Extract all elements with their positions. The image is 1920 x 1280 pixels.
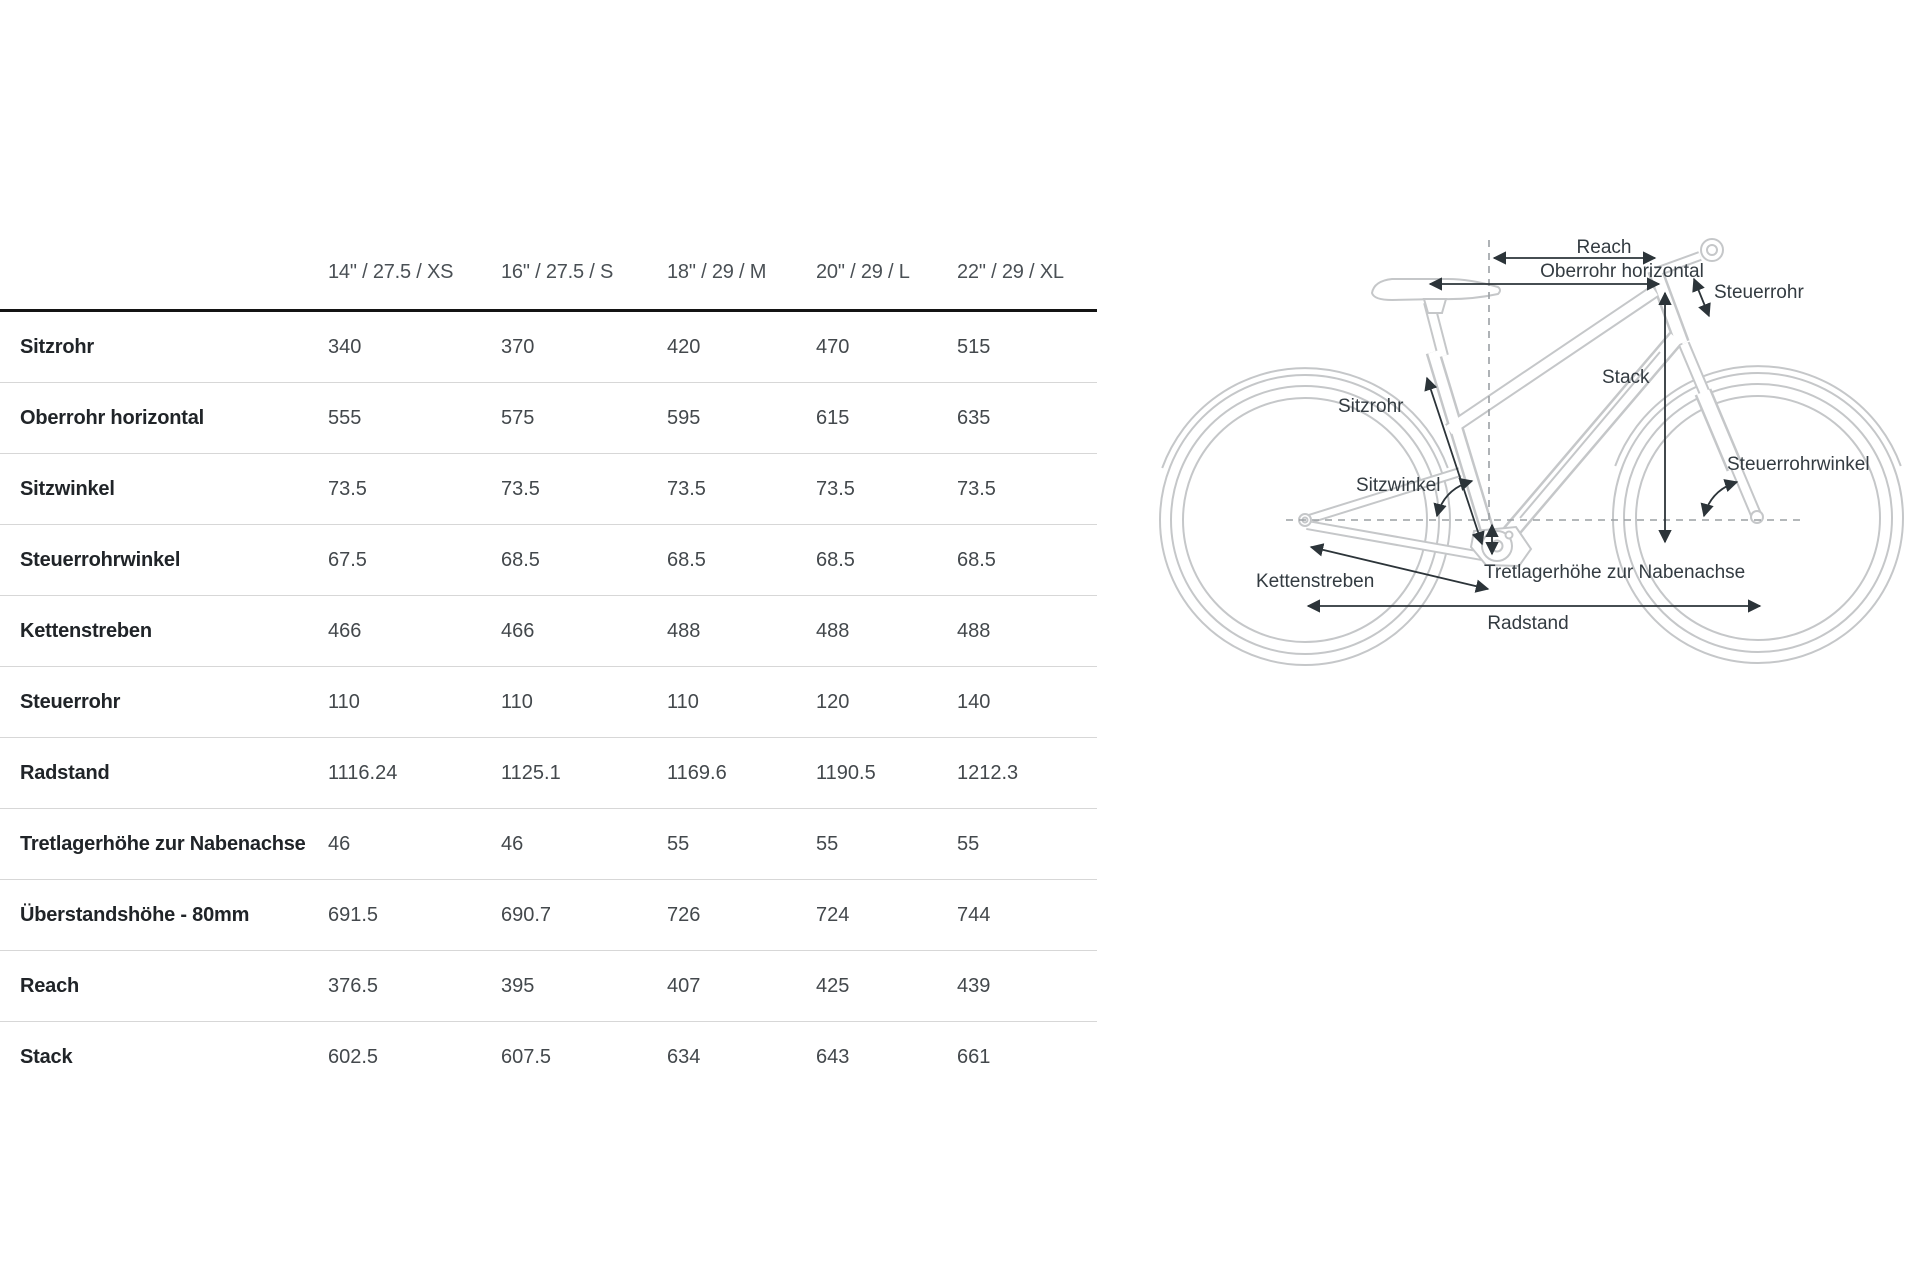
geometry-value: 110 [328, 690, 360, 713]
table-row [0, 596, 1097, 667]
geometry-value: 635 [957, 406, 991, 429]
row-label: Tretlagerhöhe zur Nabenachse [20, 832, 306, 855]
geometry-value: 46 [501, 832, 524, 855]
empty-header-cell [0, 236, 328, 311]
geometry-table [0, 236, 1097, 1092]
geometry-value: 643 [816, 1045, 850, 1068]
steuerrohr-label: Steuerrohr [1714, 282, 1804, 303]
geometry-value: 555 [328, 406, 362, 429]
table-row [0, 667, 1097, 738]
geometry-value: 46 [328, 832, 351, 855]
geometry-value: 110 [501, 690, 533, 713]
dimension-arrows [1308, 258, 1760, 606]
geometry-value: 73.5 [816, 477, 855, 500]
row-label: Überstandshöhe - 80mm [20, 903, 250, 926]
geometry-value: 340 [328, 335, 362, 358]
geometry-value: 420 [667, 335, 701, 358]
geometry-value: 466 [501, 619, 535, 642]
size-header: 18" / 29 / M [667, 261, 767, 283]
handlebar-grip [1701, 239, 1723, 261]
table-row [0, 525, 1097, 596]
table-row [0, 1022, 1097, 1093]
geometry-value: 73.5 [328, 477, 367, 500]
table-row [0, 738, 1097, 809]
geometry-value: 661 [957, 1045, 991, 1068]
stack-label: Stack [1602, 367, 1650, 388]
reach-label: Reach [1576, 237, 1632, 258]
geometry-value: 1190.5 [816, 761, 876, 784]
geometry-value: 120 [816, 690, 850, 713]
geometry-value: 634 [667, 1045, 701, 1068]
radstand-label: Radstand [1487, 613, 1569, 634]
geometry-value: 691.5 [328, 903, 379, 926]
geometry-value: 407 [667, 974, 701, 997]
row-label: Reach [20, 974, 80, 997]
size-header: 14" / 27.5 / XS [328, 261, 454, 283]
geometry-value: 488 [667, 619, 701, 642]
geometry-value: 1212.3 [957, 761, 1019, 784]
geometry-value: 376.5 [328, 974, 379, 997]
table-row [0, 809, 1097, 880]
sitzwinkel-label: Sitzwinkel [1356, 475, 1441, 496]
front-fender [1615, 366, 1901, 466]
row-label: Sitzwinkel [20, 477, 115, 500]
geometry-table-body [0, 311, 1097, 1093]
geometry-value: 140 [957, 690, 991, 713]
geometry-value: 68.5 [816, 548, 855, 571]
sitzrohr-label: Sitzrohr [1338, 396, 1404, 417]
row-label: Steuerrohrwinkel [20, 548, 181, 571]
geometry-value: 726 [667, 903, 701, 926]
geometry-value: 515 [957, 335, 991, 358]
geometry-value: 55 [957, 832, 980, 855]
geometry-value: 595 [667, 406, 701, 429]
row-label: Oberrohr horizontal [20, 406, 204, 429]
table-row [0, 383, 1097, 454]
geometry-value: 470 [816, 335, 850, 358]
row-label: Stack [20, 1045, 73, 1068]
geometry-value: 370 [501, 335, 535, 358]
row-label: Sitzrohr [20, 335, 94, 358]
geometry-value: 73.5 [501, 477, 540, 500]
table-row [0, 311, 1097, 383]
size-header: 16" / 27.5 / S [501, 261, 614, 283]
geometry-value: 744 [957, 903, 991, 926]
geometry-value: 68.5 [667, 548, 706, 571]
geometry-value: 615 [816, 406, 850, 429]
geometry-value: 55 [667, 832, 690, 855]
geometry-value: 488 [816, 619, 850, 642]
geometry-value: 395 [501, 974, 535, 997]
row-label: Kettenstreben [20, 619, 152, 642]
geometry-value: 602.5 [328, 1045, 379, 1068]
steuerrohr-arrow [1694, 279, 1709, 316]
front-dropout [1751, 511, 1763, 523]
geometry-value: 466 [328, 619, 362, 642]
geometry-value: 1169.6 [667, 761, 727, 784]
table-row [0, 454, 1097, 525]
geometry-value: 690.7 [501, 903, 552, 926]
geometry-value: 1116.24 [328, 761, 398, 784]
geometry-value: 73.5 [957, 477, 996, 500]
geometry-table-header [0, 236, 1097, 311]
geometry-value: 575 [501, 406, 535, 429]
geometry-value: 425 [816, 974, 850, 997]
geometry-value: 68.5 [957, 548, 996, 571]
geometry-value: 68.5 [501, 548, 540, 571]
geometry-value: 73.5 [667, 477, 706, 500]
kettenstreben-label: Kettenstreben [1256, 571, 1375, 592]
steuerrohrwinkel-arc [1704, 482, 1737, 516]
dimension-labels [1256, 237, 1870, 634]
table-row [0, 951, 1097, 1022]
size-header: 20" / 29 / L [816, 261, 910, 283]
geometry-value: 1125.1 [501, 761, 561, 784]
row-label: Radstand [20, 761, 110, 784]
oberrohr-label: Oberrohr horizontal [1540, 261, 1704, 282]
geometry-value: 55 [816, 832, 839, 855]
rear-fender [1162, 368, 1448, 468]
table-row [0, 880, 1097, 951]
tretlagerhoehe-label: Tretlagerhöhe zur Nabenachse [1484, 562, 1746, 583]
geometry-value: 607.5 [501, 1045, 552, 1068]
saddle-clamp [1424, 299, 1446, 313]
bike-geometry-diagram [1150, 230, 1920, 690]
row-label: Steuerrohr [20, 690, 121, 713]
geometry-value: 67.5 [328, 548, 367, 571]
size-header: 22" / 29 / XL [957, 261, 1064, 283]
size-header-row [0, 236, 1097, 311]
geometry-value: 724 [816, 903, 850, 926]
geometry-value: 439 [957, 974, 991, 997]
geometry-value: 488 [957, 619, 991, 642]
geometry-value: 110 [667, 690, 699, 713]
steuerrohrwinkel-label: Steuerrohrwinkel [1727, 454, 1870, 475]
